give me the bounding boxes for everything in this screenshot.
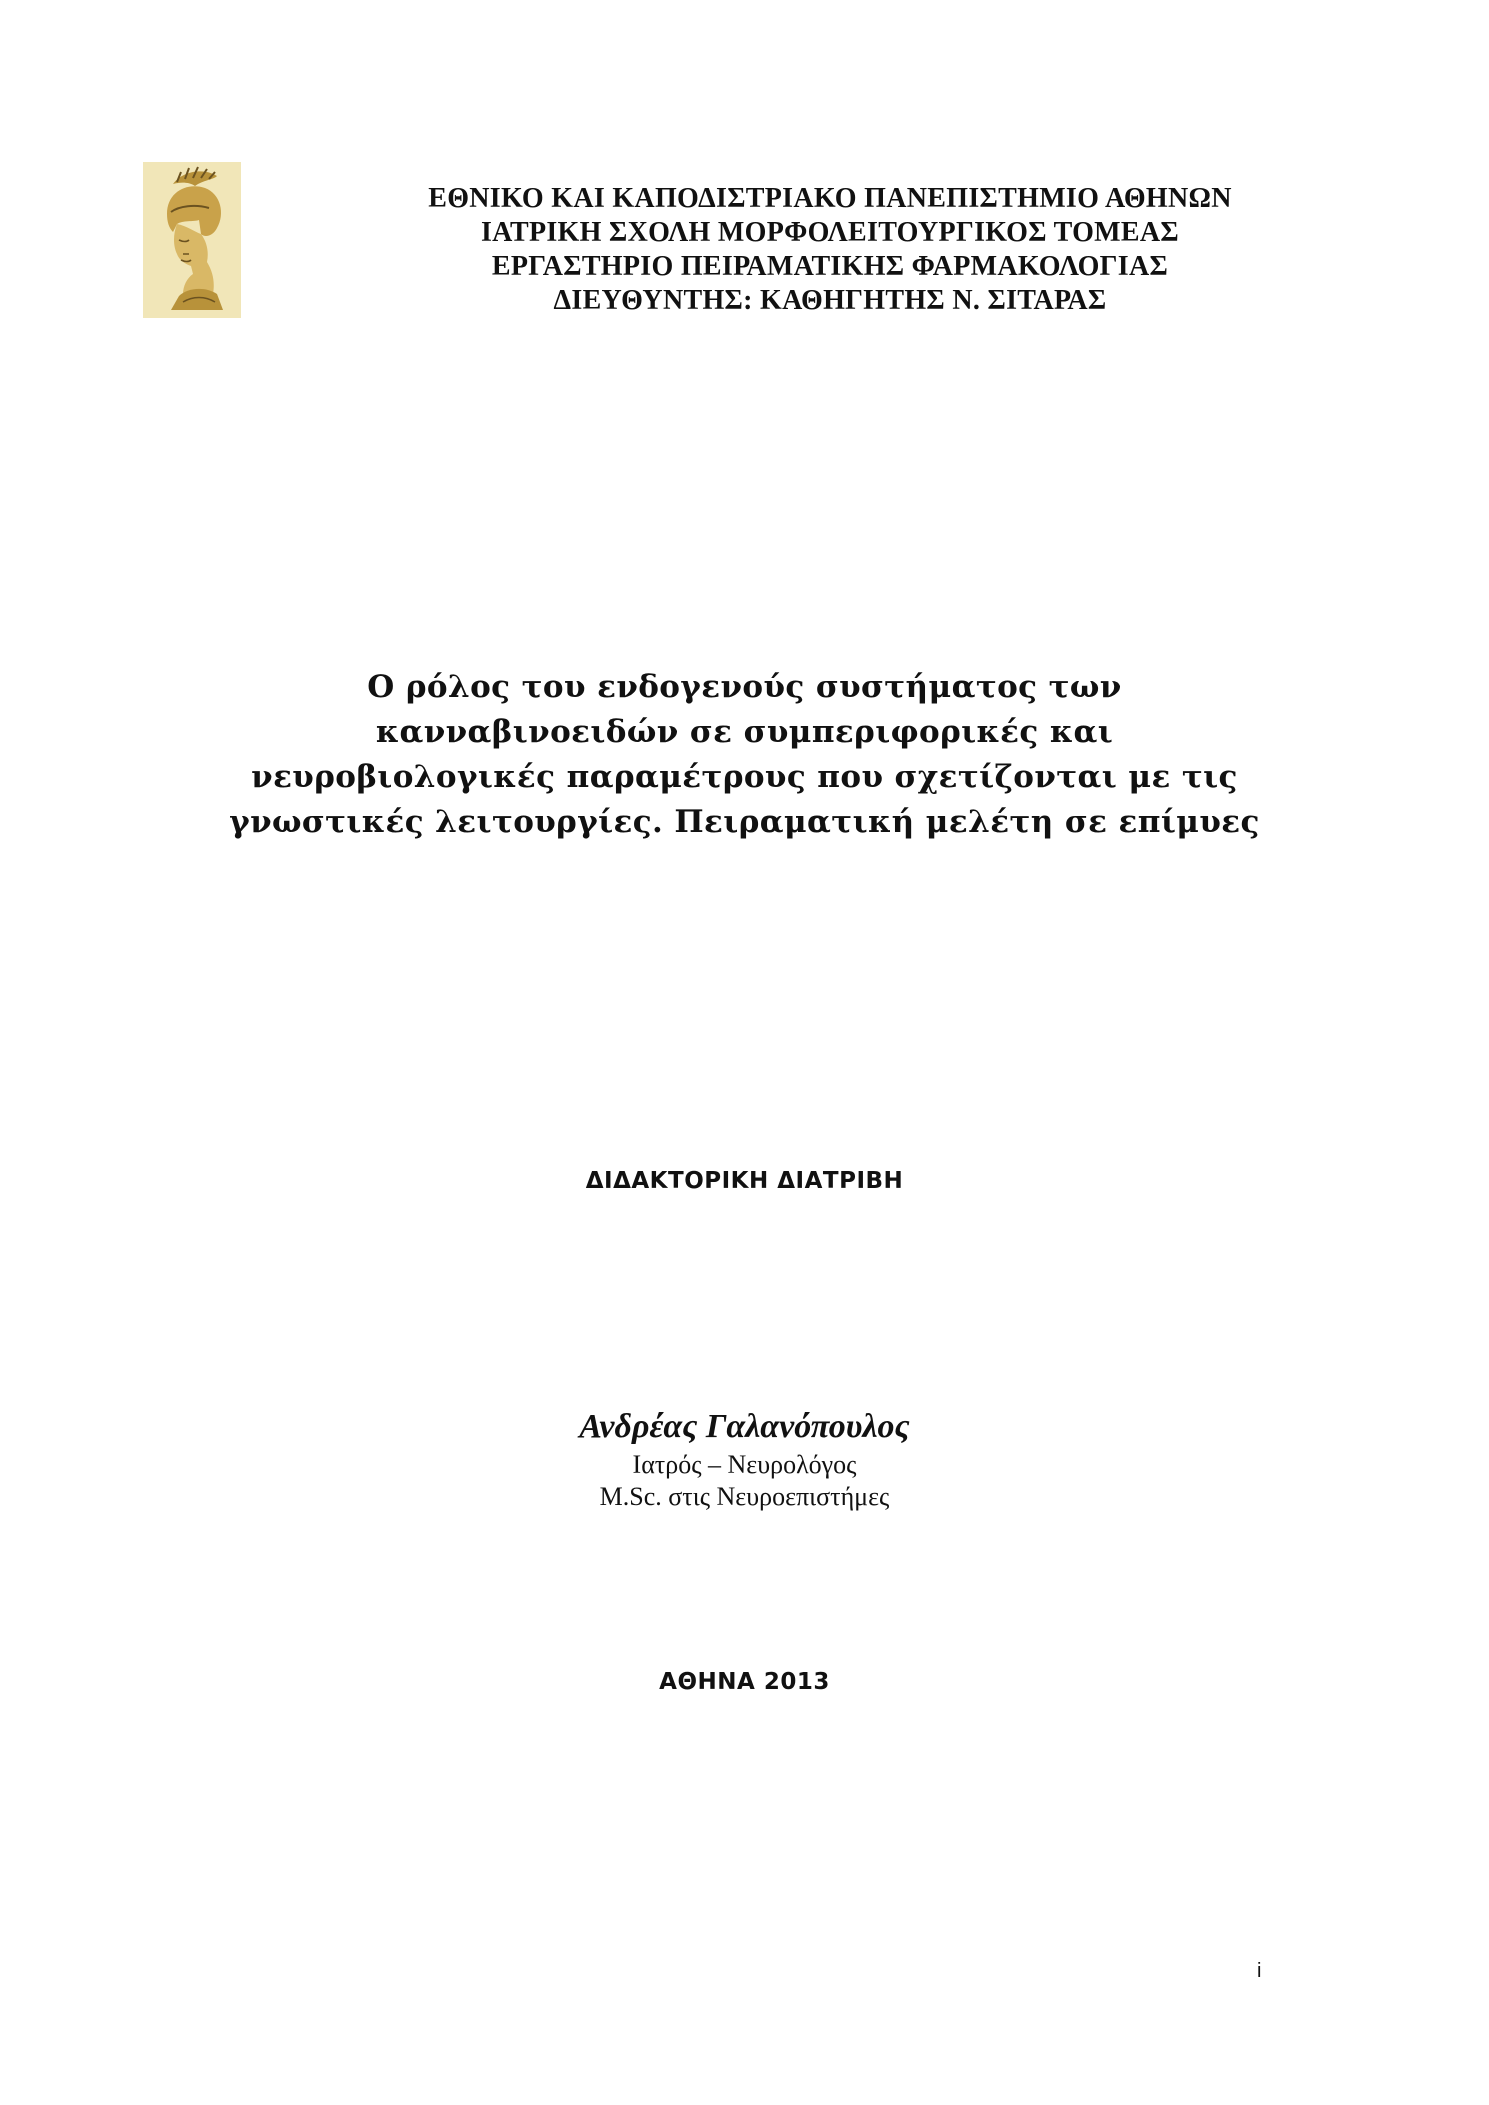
author-block xyxy=(0,1405,1489,1513)
author-name: Ανδρέας Γαλανόπουλος xyxy=(579,1408,910,1445)
header-laboratory: ΕΡΓΑΣΤΗΡΙΟ ΠΕΙΡΑΜΑΤΙΚΗΣ ΦΑΡΜΑΚΟΛΟΓΙΑΣ xyxy=(491,251,1169,282)
header-director: ΔΙΕΥΘΥΝΤΗΣ: ΚΑΘΗΓΗΤΗΣ Ν. ΣΙΤΑΡΑΣ xyxy=(553,285,1107,316)
place-year: ΑΘΗΝΑ 2013 xyxy=(659,1669,830,1695)
title-line: κανναβινοειδών σε συμπεριφορικές και xyxy=(375,714,1114,750)
header-university: ΕΘΝΙΚΟ ΚΑΙ ΚΑΠΟΔΙΣΤΡΙΑΚΟ ΠΑΝΕΠΙΣΤΗΜΙΟ ΑΘΗΝΩΝ xyxy=(428,183,1232,214)
page-number: i xyxy=(1257,1960,1262,1982)
institution-header xyxy=(280,182,1380,318)
thesis-title xyxy=(160,665,1329,845)
author-degree: M.Sc. στις Νευροεπιστήμες xyxy=(599,1482,890,1511)
header-school: ΙΑΤΡΙΚΗ ΣΧΟΛΗ ΜΟΡΦΟΛΕΙΤΟΥΡΓΙΚΟΣ ΤΟΜΕΑΣ xyxy=(480,217,1180,248)
author-profession: Ιατρός – Νευρολόγος xyxy=(632,1450,857,1479)
document-type: ΔΙΔΑΚΤΟΡΙΚΗ ΔΙΑΤΡΙΒΗ xyxy=(585,1168,904,1194)
title-line: Ο ρόλος του ενδογενούς συστήματος των xyxy=(367,669,1122,705)
title-line: γνωστικές λειτουργίες. Πειραματική μελέτη σε επίμυες xyxy=(229,804,1260,840)
athena-helmet-emblem-icon xyxy=(143,162,241,318)
title-line: νευροβιολογικές παραμέτρους που σχετίζονται με τις xyxy=(251,759,1238,795)
